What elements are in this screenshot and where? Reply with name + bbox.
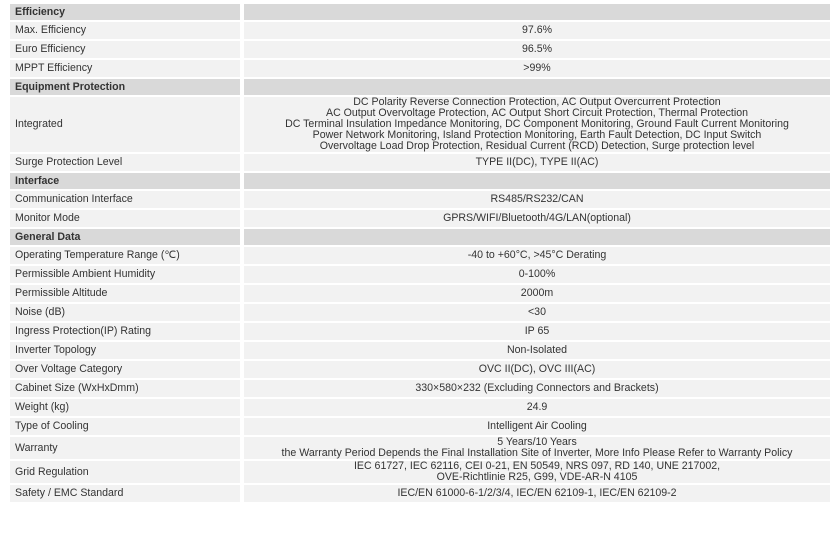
spec-label: Inverter Topology <box>10 342 244 359</box>
section-header-row <box>10 4 830 20</box>
spec-value <box>244 210 830 227</box>
section-title: Equipment Protection <box>10 79 244 95</box>
spec-row <box>10 285 830 302</box>
spec-table <box>10 2 830 504</box>
spec-value-line: 24.9 <box>526 401 548 413</box>
spec-row <box>10 361 830 378</box>
spec-value-line: TYPE II(DC), TYPE II(AC) <box>475 156 599 168</box>
spec-value-line: the Warranty Period Depends the Final Installation Site of Inverter, More Info Please Refer to Warranty Policy <box>281 447 793 459</box>
spec-label: Permissible Altitude <box>10 285 244 302</box>
spec-label: Noise (dB) <box>10 304 244 321</box>
spec-row <box>10 247 830 264</box>
spec-label: Monitor Mode <box>10 210 244 227</box>
spec-value-line: 0-100% <box>518 268 556 280</box>
spec-label: Surge Protection Level <box>10 154 244 171</box>
spec-value-line: RS485/RS232/CAN <box>490 193 584 205</box>
section-header-row <box>10 173 830 189</box>
spec-label: Permissible Ambient Humidity <box>10 266 244 283</box>
spec-value <box>244 304 830 321</box>
spec-value-line: Intelligent Air Cooling <box>487 420 587 432</box>
spec-label: Operating Temperature Range (℃) <box>10 247 244 264</box>
section-title: Interface <box>10 173 244 189</box>
spec-value-line: Non-Isolated <box>506 344 568 356</box>
spec-label: Max. Efficiency <box>10 22 244 39</box>
spec-label: Weight (kg) <box>10 399 244 416</box>
spec-value <box>244 437 830 459</box>
spec-row <box>10 304 830 321</box>
spec-value-line: AC Output Overvoltage Protection, AC Output Short Circuit Protection, Thermal Protection <box>326 107 748 119</box>
spec-label: Type of Cooling <box>10 418 244 435</box>
spec-value-line: IP 65 <box>524 325 550 337</box>
spec-value <box>244 154 830 171</box>
spec-row <box>10 342 830 359</box>
spec-row <box>10 323 830 340</box>
spec-value-line: DC Polarity Reverse Connection Protection, AC Output Overcurrent Protection <box>353 96 721 108</box>
spec-value-line: DC Terminal Insulation Impedance Monitoring, DC Component Monitoring, Ground Fault Current Monitoring <box>285 118 789 130</box>
spec-row <box>10 485 830 502</box>
spec-value <box>244 97 830 152</box>
spec-value-line: 330×580×232 (Excluding Connectors and Brackets) <box>415 382 659 394</box>
spec-label: Cabinet Size (WxHxDmm) <box>10 380 244 397</box>
spec-value-line: 96.5% <box>521 43 553 55</box>
spec-row <box>10 380 830 397</box>
spec-row <box>10 266 830 283</box>
spec-value-line: OVC II(DC), OVC III(AC) <box>478 363 596 375</box>
spec-value-line: Power Network Monitoring, Island Protection Monitoring, Earth Fault Detection, DC Input Switch <box>312 129 762 141</box>
spec-row <box>10 154 830 171</box>
section-title: General Data <box>10 229 244 245</box>
spec-label: Euro Efficiency <box>10 41 244 58</box>
spec-value <box>244 461 830 483</box>
spec-value <box>244 323 830 340</box>
spec-value <box>244 191 830 208</box>
spec-value-line: -40 to +60°C, >45°C Derating <box>467 249 607 261</box>
spec-value <box>244 399 830 416</box>
spec-value <box>244 418 830 435</box>
spec-row <box>10 191 830 208</box>
spec-value-line: >99% <box>523 62 551 74</box>
spec-row <box>10 97 830 152</box>
spec-label: MPPT Efficiency <box>10 60 244 77</box>
spec-value <box>244 41 830 58</box>
section-header-row <box>10 229 830 245</box>
section-header-fill <box>244 79 830 95</box>
section-header-fill <box>244 173 830 189</box>
spec-value-line: <30 <box>528 306 546 318</box>
spec-value <box>244 342 830 359</box>
spec-value-line: 97.6% <box>521 24 553 36</box>
spec-row <box>10 461 830 483</box>
spec-value-line: Overvoltage Load Drop Protection, Residual Current (RCD) Detection, Surge protection level <box>319 140 755 152</box>
section-header-fill <box>244 229 830 245</box>
spec-row <box>10 399 830 416</box>
section-header-row <box>10 79 830 95</box>
spec-label: Over Voltage Category <box>10 361 244 378</box>
spec-row <box>10 437 830 459</box>
spec-table-body <box>10 4 830 502</box>
spec-value-line: 2000m <box>520 287 554 299</box>
spec-value-line: IEC/EN 61000-6-1/2/3/4, IEC/EN 62109-1, IEC/EN 62109-2 <box>397 487 677 499</box>
spec-label: Communication Interface <box>10 191 244 208</box>
spec-value <box>244 380 830 397</box>
spec-label: Ingress Protection(IP) Rating <box>10 323 244 340</box>
spec-value <box>244 60 830 77</box>
spec-label: Warranty <box>10 437 244 459</box>
spec-value <box>244 266 830 283</box>
spec-label: Integrated <box>10 97 244 152</box>
spec-value <box>244 22 830 39</box>
spec-value-line: IEC 61727, IEC 62116, CEI 0-21, EN 50549, NRS 097, RD 140, UNE 217002, <box>353 460 721 472</box>
spec-row <box>10 60 830 77</box>
spec-value-line: GPRS/WIFI/Bluetooth/4G/LAN(optional) <box>443 212 631 224</box>
spec-value <box>244 485 830 502</box>
spec-row <box>10 210 830 227</box>
spec-row <box>10 418 830 435</box>
section-header-fill <box>244 4 830 20</box>
spec-value <box>244 247 830 264</box>
spec-row <box>10 41 830 58</box>
spec-label: Grid Regulation <box>10 461 244 483</box>
spec-value-line: 5 Years/10 Years <box>497 436 577 448</box>
section-title: Efficiency <box>10 4 244 20</box>
spec-row <box>10 22 830 39</box>
spec-value <box>244 361 830 378</box>
spec-value-line: OVE-Richtlinie R25, G99, VDE-AR-N 4105 <box>436 471 638 483</box>
spec-label: Safety / EMC Standard <box>10 485 244 502</box>
spec-value <box>244 285 830 302</box>
